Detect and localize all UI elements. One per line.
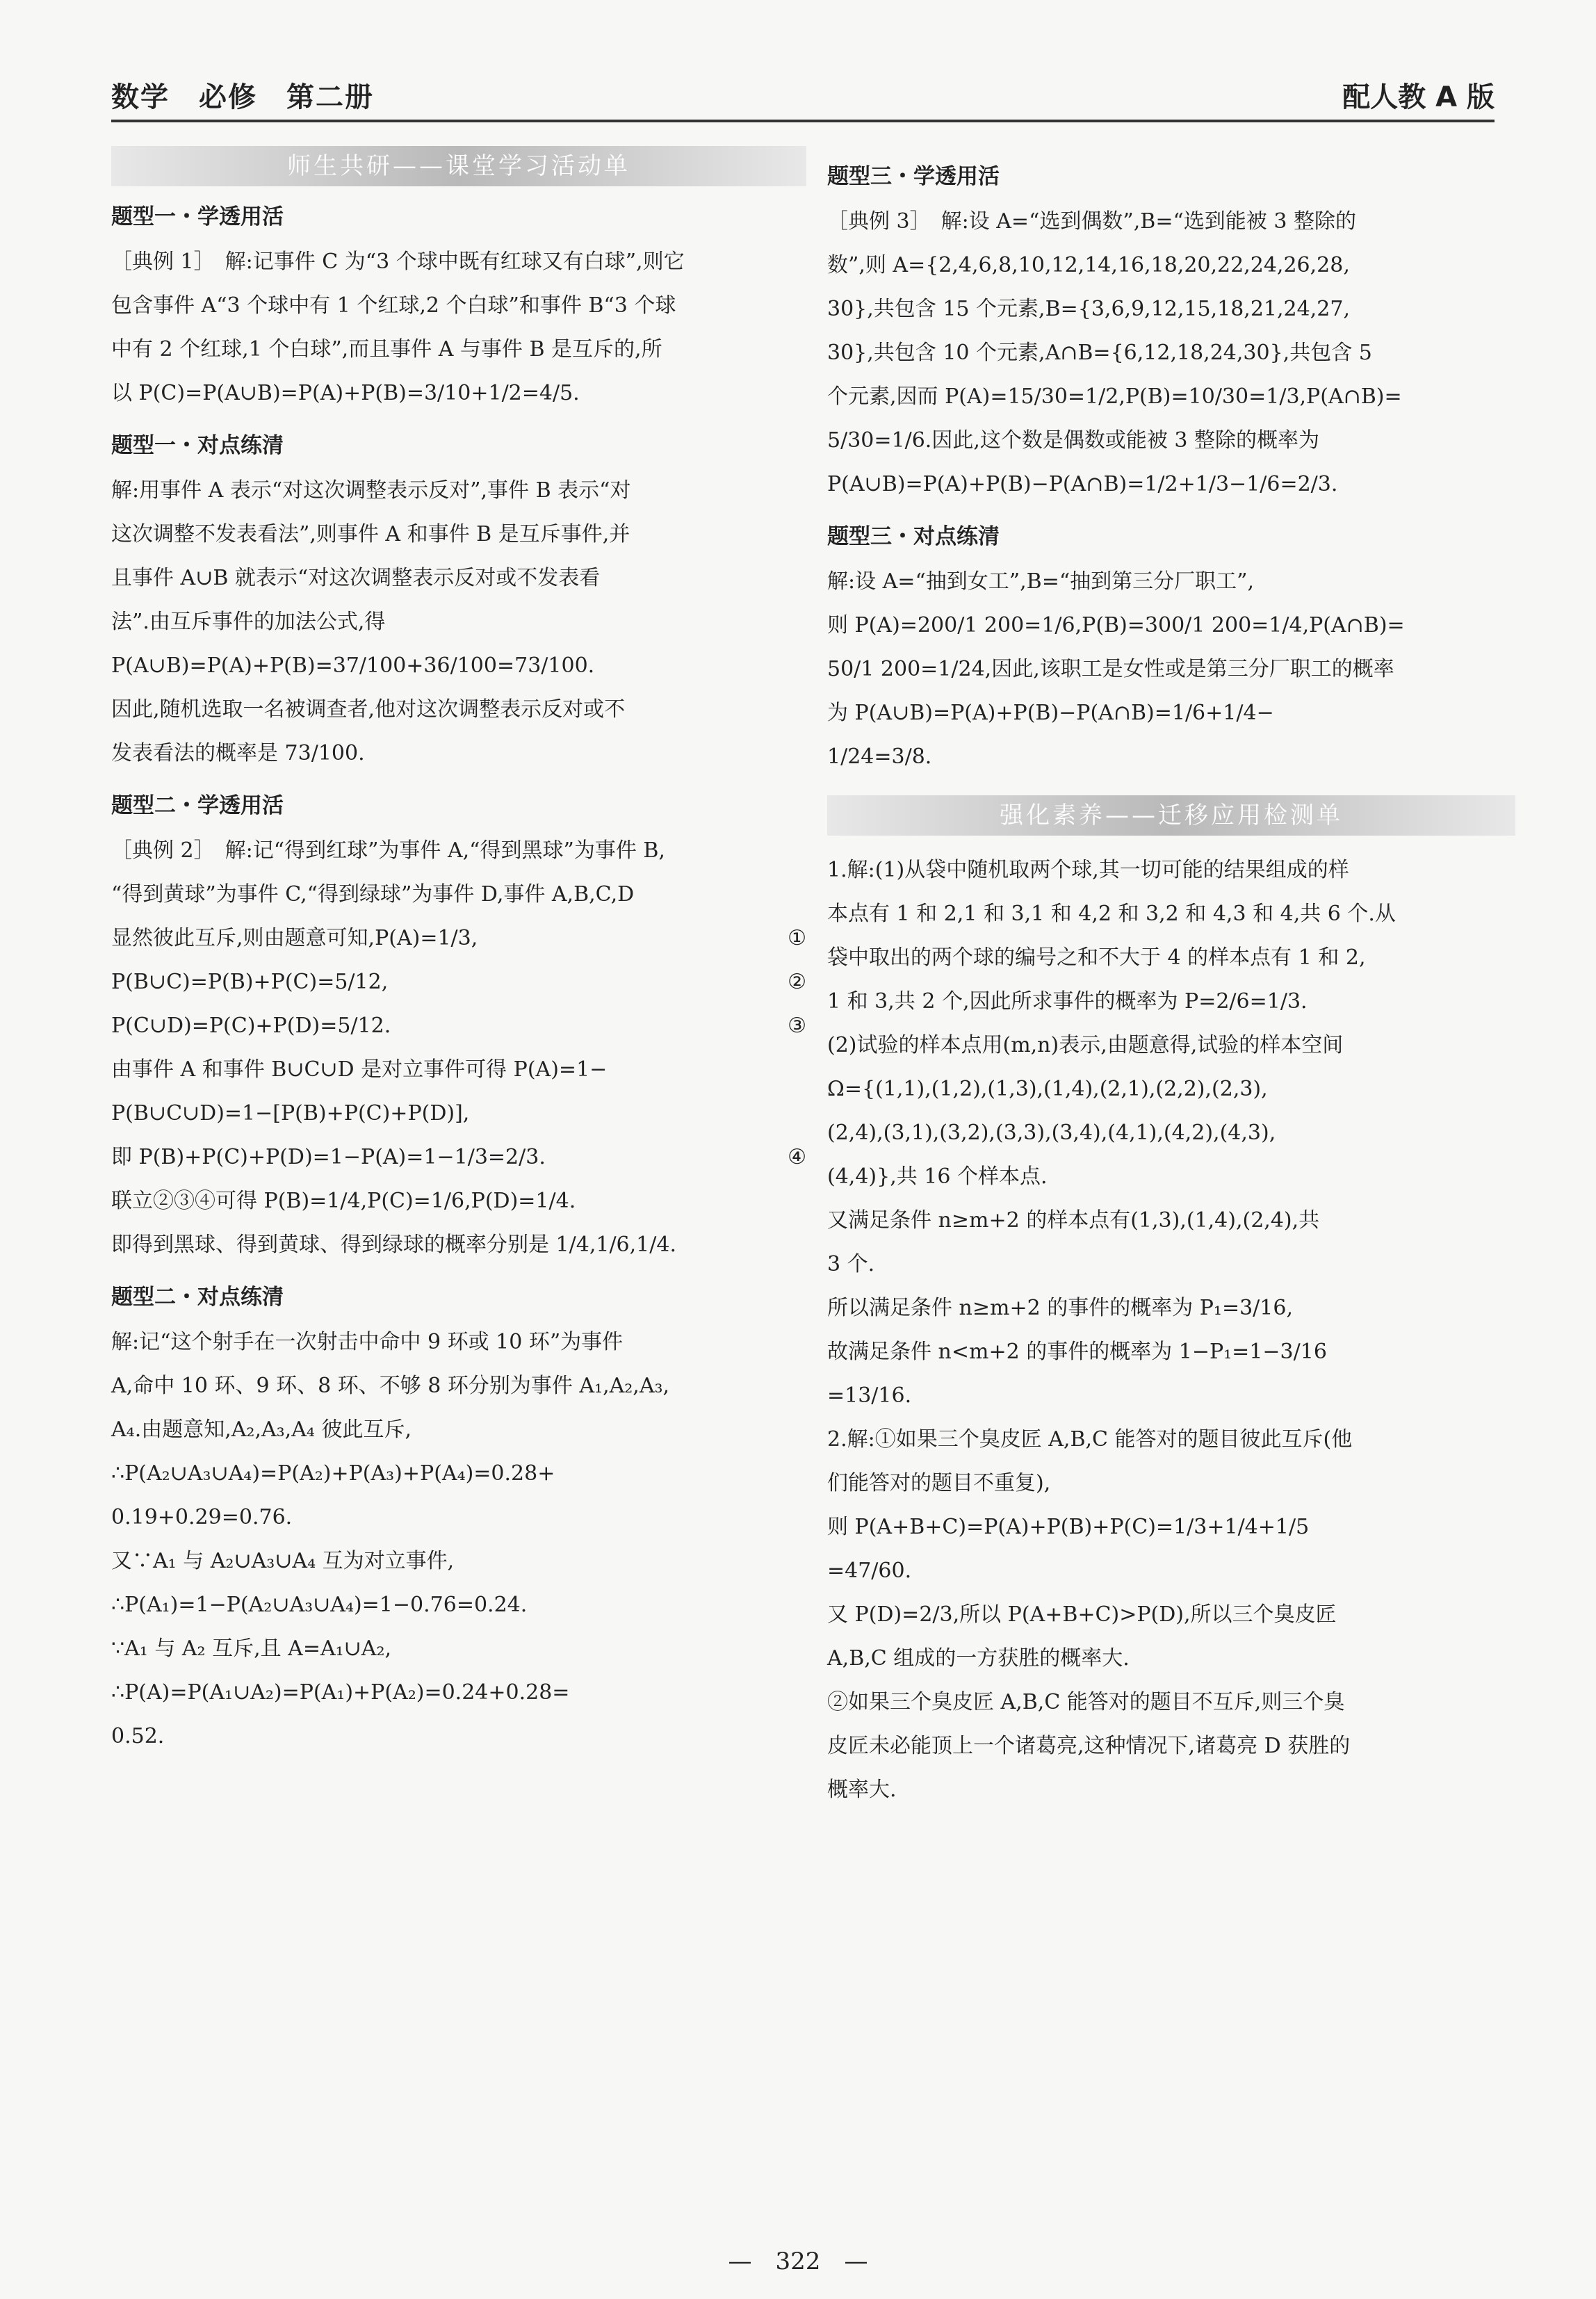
line-text: =47/60. [827, 1559, 912, 1583]
line-text: 1/24=3/8. [827, 745, 932, 769]
line-text: P(A∪B)=P(A)+P(B)−P(A∩B)=1/2+1/3−1/6=2/3. [827, 472, 1338, 496]
section-heading [111, 1279, 806, 1310]
line-text: 又满足条件 n≥m+2 的样本点有(1,3),(1,4),(2,4),共 [827, 1208, 1320, 1233]
text-line [111, 240, 806, 284]
text-line [111, 1495, 806, 1539]
line-text: 5/30=1/6.因此,这个数是偶数或能被 3 整除的概率为 [827, 428, 1320, 453]
line-text: 强化素养——迁移应用检测单 [1000, 802, 1343, 829]
line-text: 由事件 A 和事件 B∪C∪D 是对立事件可得 P(A)=1− [111, 1057, 608, 1082]
text-line [111, 327, 806, 371]
section-heading [827, 159, 1515, 190]
text-line [111, 916, 806, 960]
text-line [827, 419, 1515, 462]
line-text: 解:用事件 A 表示“对这次调整表示反对”,事件 B 表示“对 [111, 478, 631, 503]
text-line [827, 936, 1515, 980]
page-number: — 322 — [728, 2248, 868, 2275]
text-line [827, 462, 1515, 506]
line-text: 题型二・学透用活 [111, 793, 284, 818]
line-text: 0.19+0.29=0.76. [111, 1505, 293, 1529]
text-line [827, 1680, 1515, 1724]
line-text: 皮匠未必能顶上一个诸葛亮,这种情况下,诸葛亮 D 获胜的 [827, 1734, 1351, 1758]
line-text: 解:记“这个射手在一次射击中命中 9 环或 10 环”为事件 [111, 1330, 624, 1354]
text-line [111, 1223, 806, 1267]
text-line [827, 1111, 1515, 1155]
text-line [111, 371, 806, 415]
line-text: 题型一・学透用活 [111, 204, 284, 229]
line-text: ［典例 2］ 解:记“得到红球”为事件 A,“得到黑球”为事件 B, [111, 838, 665, 863]
line-text: 显然彼此互斥,则由题意可知,P(A)=1/3, [111, 926, 478, 950]
section-heading [827, 519, 1515, 550]
line-text: 又∵A₁ 与 A₂∪A₃∪A₄ 互为对立事件, [111, 1549, 455, 1573]
text-line [827, 1242, 1515, 1286]
line-text: 题型三・对点练清 [827, 524, 1000, 549]
line-text: 则 P(A)=200/1 200=1/6,P(B)=300/1 200=1/4,P(A∩B)= [827, 613, 1405, 637]
text-line [111, 1179, 806, 1223]
text-line [827, 1330, 1515, 1374]
header-rule [111, 120, 1495, 122]
line-text: 即 P(B)+P(C)+P(D)=1−P(A)=1−1/3=2/3. [111, 1145, 546, 1169]
text-line [111, 1539, 806, 1583]
text-line [827, 1724, 1515, 1768]
text-line [111, 1004, 806, 1048]
text-line [827, 1286, 1515, 1330]
text-line [111, 1364, 806, 1408]
text-line [827, 1155, 1515, 1199]
line-text: 法”.由互斥事件的加法公式,得 [111, 610, 386, 634]
text-line [111, 1583, 806, 1627]
text-line [111, 600, 806, 644]
book-title: 数学 必修 第二册 [111, 81, 374, 113]
line-text: 且事件 A∪B 就表示“对这次调整表示反对或不发表看 [111, 566, 601, 590]
line-text: 联立②③④可得 P(B)=1/4,P(C)=1/6,P(D)=1/4. [111, 1189, 576, 1213]
line-text: (2,4),(3,1),(3,2),(3,3),(3,4),(4,1),(4,2),(4,3), [827, 1121, 1276, 1145]
left-banner: 师生共研——课堂学习活动单 [111, 146, 806, 186]
page-header [111, 75, 1495, 117]
text-line [827, 1636, 1515, 1680]
equation-number: ② [788, 970, 806, 994]
text-line [827, 1461, 1515, 1505]
text-line [827, 1374, 1515, 1417]
line-text: P(A∪B)=P(A)+P(B)=37/100+36/100=73/100. [111, 653, 595, 678]
text-line [827, 200, 1515, 243]
text-line [111, 1320, 806, 1364]
section-heading [111, 199, 806, 230]
text-line [111, 1135, 806, 1179]
line-text: 因此,随机选取一名被调查者,他对这次调整表示反对或不 [111, 697, 626, 722]
line-text: 30},共包含 15 个元素,B={3,6,9,12,15,18,21,24,27, [827, 297, 1350, 321]
text-line [827, 1199, 1515, 1242]
line-text: ∵A₁ 与 A₂ 互斥,且 A=A₁∪A₂, [111, 1636, 392, 1661]
text-line [111, 1408, 806, 1452]
text-line [111, 1091, 806, 1135]
line-text: 包含事件 A“3 个球中有 1 个红球,2 个白球”和事件 B“3 个球 [111, 293, 676, 318]
section-heading [111, 428, 806, 459]
line-text: Ω={(1,1),(1,2),(1,3),(1,4),(2,1),(2,2),(2,3), [827, 1077, 1268, 1101]
equation-number: ③ [788, 1014, 806, 1038]
line-text: 解:设 A=“抽到女工”,B=“抽到第三分厂职工”, [827, 569, 1255, 594]
line-text: P(C∪D)=P(C)+P(D)=5/12. [111, 1014, 391, 1038]
line-text: A₄.由题意知,A₂,A₃,A₄ 彼此互斥, [111, 1417, 412, 1442]
line-text: 则 P(A+B+C)=P(A)+P(B)+P(C)=1/3+1/4+1/5 [827, 1515, 1310, 1539]
line-text: ②如果三个臭皮匠 A,B,C 能答对的题目不互斥,则三个臭 [827, 1690, 1345, 1714]
text-line [827, 1768, 1515, 1812]
text-line [111, 731, 806, 775]
text-line [111, 872, 806, 916]
line-text: 这次调整不发表看法”,则事件 A 和事件 B 是互斥事件,并 [111, 522, 630, 546]
line-text: 概率大. [827, 1778, 897, 1802]
line-text: 又 P(D)=2/3,所以 P(A+B+C)>P(D),所以三个臭皮匠 [827, 1602, 1337, 1627]
line-text: ［典例 3］ 解:设 A=“选到偶数”,B=“选到能被 3 整除的 [827, 209, 1356, 234]
text-line [111, 688, 806, 731]
line-text: 0.52. [111, 1724, 165, 1748]
text-line [111, 556, 806, 600]
line-text: (4,4)},共 16 个样本点. [827, 1164, 1048, 1189]
text-line [111, 1048, 806, 1091]
right-column [827, 146, 1515, 1812]
line-text: ∴P(A₂∪A₃∪A₄)=P(A₂)+P(A₃)+P(A₄)=0.28+ [111, 1461, 555, 1486]
text-line [111, 960, 806, 1004]
text-line [111, 1627, 806, 1671]
text-line [827, 735, 1515, 779]
text-line [827, 1023, 1515, 1067]
left-content [111, 199, 806, 1758]
text-line [111, 284, 806, 327]
line-text: P(B∪C)=P(B)+P(C)=5/12, [111, 970, 389, 994]
text-line [111, 829, 806, 872]
text-line [827, 892, 1515, 936]
text-line [111, 1671, 806, 1714]
line-text: 本点有 1 和 2,1 和 3,1 和 4,2 和 3,2 和 4,3 和 4,共 6 个.从 [827, 902, 1396, 926]
line-text: 2.解:①如果三个臭皮匠 A,B,C 能答对的题目彼此互斥(他 [827, 1427, 1353, 1452]
line-text: P(B∪C∪D)=1−[P(B)+P(C)+P(D)], [111, 1101, 470, 1126]
equation-number: ① [788, 926, 806, 950]
text-line [111, 512, 806, 556]
line-text: 以 P(C)=P(A∪B)=P(A)+P(B)=3/10+1/2=4/5. [111, 381, 580, 405]
text-line [827, 848, 1515, 892]
text-line [111, 469, 806, 512]
line-text: ∴P(A₁)=1−P(A₂∪A₃∪A₄)=1−0.76=0.24. [111, 1593, 528, 1617]
line-text: 题型一・对点练清 [111, 433, 284, 458]
line-text: 1 和 3,共 2 个,因此所求事件的概率为 P=2/6=1/3. [827, 989, 1308, 1014]
line-text: 所以满足条件 n≥m+2 的事件的概率为 P₁=3/16, [827, 1296, 1293, 1320]
line-text: 个元素,因而 P(A)=15/30=1/2,P(B)=10/30=1/3,P(A∩B)= [827, 384, 1402, 409]
text-line [827, 560, 1515, 603]
line-text: “得到黄球”为事件 C,“得到绿球”为事件 D,事件 A,B,C,D [111, 882, 635, 907]
line-text: 1.解:(1)从袋中随机取两个球,其一切可能的结果组成的样 [827, 858, 1349, 882]
text-line [827, 1549, 1515, 1593]
line-text: 发表看法的概率是 73/100. [111, 741, 365, 765]
text-line [827, 603, 1515, 647]
line-text: 数”,则 A={2,4,6,8,10,12,14,16,18,20,22,24,26,28, [827, 253, 1350, 277]
text-line [827, 375, 1515, 419]
line-text: 故满足条件 n<m+2 的事件的概率为 1−P₁=1−3/16 [827, 1340, 1327, 1364]
text-line [827, 1067, 1515, 1111]
line-text: ∴P(A)=P(A₁∪A₂)=P(A₁)+P(A₂)=0.24+0.28= [111, 1680, 570, 1705]
text-line [827, 287, 1515, 331]
line-text: ［典例 1］ 解:记事件 C 为“3 个球中既有红球又有白球”,则它 [111, 250, 685, 274]
line-text: 题型二・对点练清 [111, 1285, 284, 1310]
text-line [827, 647, 1515, 691]
text-line [111, 644, 806, 688]
right-content [827, 159, 1515, 1812]
section-banner [827, 795, 1515, 836]
text-line [827, 980, 1515, 1023]
left-column [111, 146, 806, 1758]
text-line [827, 1505, 1515, 1549]
line-text: 们能答对的题目不重复), [827, 1471, 1051, 1495]
text-line [827, 243, 1515, 287]
line-text: 即得到黑球、得到黄球、得到绿球的概率分别是 1/4,1/6,1/4. [111, 1233, 676, 1257]
section-heading [111, 788, 806, 819]
text-line [827, 691, 1515, 735]
line-text: 为 P(A∪B)=P(A)+P(B)−P(A∩B)=1/6+1/4− [827, 701, 1274, 725]
line-text: 3 个. [827, 1252, 875, 1276]
edition-label: 配人教 A 版 [1342, 81, 1495, 113]
text-line [111, 1452, 806, 1495]
line-text: 中有 2 个红球,1 个白球”,而且事件 A 与事件 B 是互斥的,所 [111, 337, 662, 361]
text-line [827, 331, 1515, 375]
equation-number: ④ [788, 1145, 806, 1169]
line-text: 30},共包含 10 个元素,A∩B={6,12,18,24,30},共包含 5 [827, 341, 1372, 365]
line-text: (2)试验的样本点用(m,n)表示,由题意得,试验的样本空间 [827, 1033, 1344, 1057]
line-text: 50/1 200=1/24,因此,该职工是女性或是第三分厂职工的概率 [827, 657, 1394, 681]
text-line [827, 1417, 1515, 1461]
line-text: A,命中 10 环、9 环、8 环、不够 8 环分别为事件 A₁,A₂,A₃, [111, 1374, 670, 1398]
text-line [111, 1714, 806, 1758]
text-line [827, 1593, 1515, 1636]
line-text: A,B,C 组成的一方获胜的概率大. [827, 1646, 1130, 1671]
line-text: =13/16. [827, 1383, 912, 1408]
line-text: 题型三・学透用活 [827, 164, 1000, 189]
line-text: 袋中取出的两个球的编号之和不大于 4 的样本点有 1 和 2, [827, 945, 1366, 970]
